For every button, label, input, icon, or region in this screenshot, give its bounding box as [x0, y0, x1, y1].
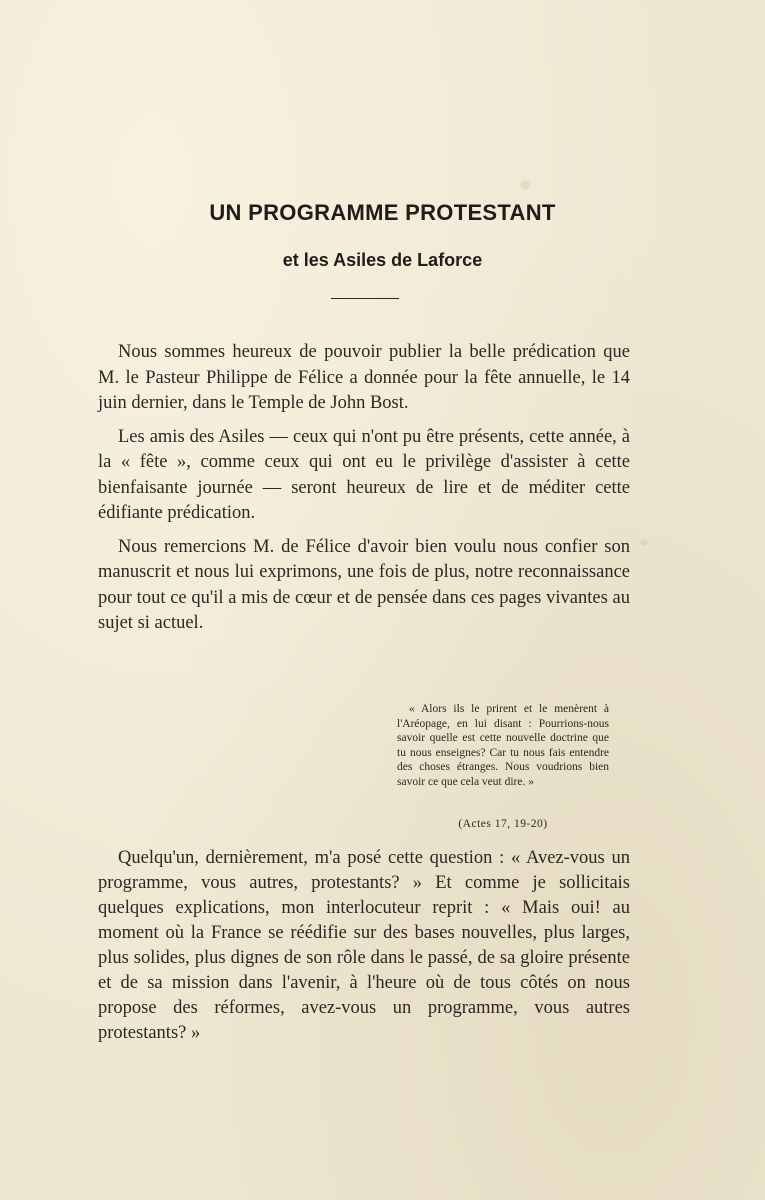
page-subtitle: et les Asiles de Laforce: [282, 250, 483, 270]
title-divider: [331, 298, 399, 299]
paper-stain: [520, 180, 530, 190]
page-title: UN PROGRAMME PROTESTANT: [209, 200, 556, 225]
epigraph-citation: (Actes 17, 19-20): [458, 818, 548, 830]
epigraph-quote: [397, 702, 609, 789]
intro-paragraph: Nous sommes heureux de pouvoir publier la belle prédication que M. le Pasteur Philippe de Félice a donnée pour la fête annuelle, le 14 juin dernier, dans le Temple de John Bost.: [98, 342, 630, 413]
paper-stain: [640, 540, 648, 546]
body-paragraph: Quelqu'un, dernièrement, m'a posé cette question : « Avez-vous un programme, vous autres, protestants? » Et comme je sollicitais quelques explications, mon interlocuteur reprit : « Mais oui! au moment où la France se réédifie sur des bases nouvelles, plus larges, plus solides, plus dignes de son rôle dans le passé, de sa gloire présente et de sa mission dans l'avenir, à l'heure où de tous côtés on nous propose des réformes, avez-vous un programme, vous autres protestants? »: [98, 848, 630, 1043]
intro-paragraph: Nous remercions M. de Félice d'avoir bien voulu nous confier son manuscrit et nous lui exprimons, une fois de plus, notre reconnaissance pour tout ce qu'il a mis de cœur et de pensée dans ces pages vivantes au sujet si actuel.: [98, 536, 630, 633]
epigraph-text: « Alors ils le prirent et le menèrent à l'Aréopage, en lui disant : Pourrions-nous savoir quelle est cette nouvelle doctrine que tu nous enseignes? Car tu nous fais entendre des choses étranges. Nous voudrions bien savoir ce que cela veut dire. »: [397, 703, 609, 788]
intro-paragraph: Les amis des Asiles — ceux qui n'ont pu être présents, cette année, à la « fête », comme ceux qui ont eu le privilège d'assister à cette bienfaisante journée — seront heureux de lire et de méditer cette édifiante prédication.: [98, 426, 630, 523]
intro-section: [98, 340, 630, 645]
sermon-body: [98, 846, 630, 1046]
